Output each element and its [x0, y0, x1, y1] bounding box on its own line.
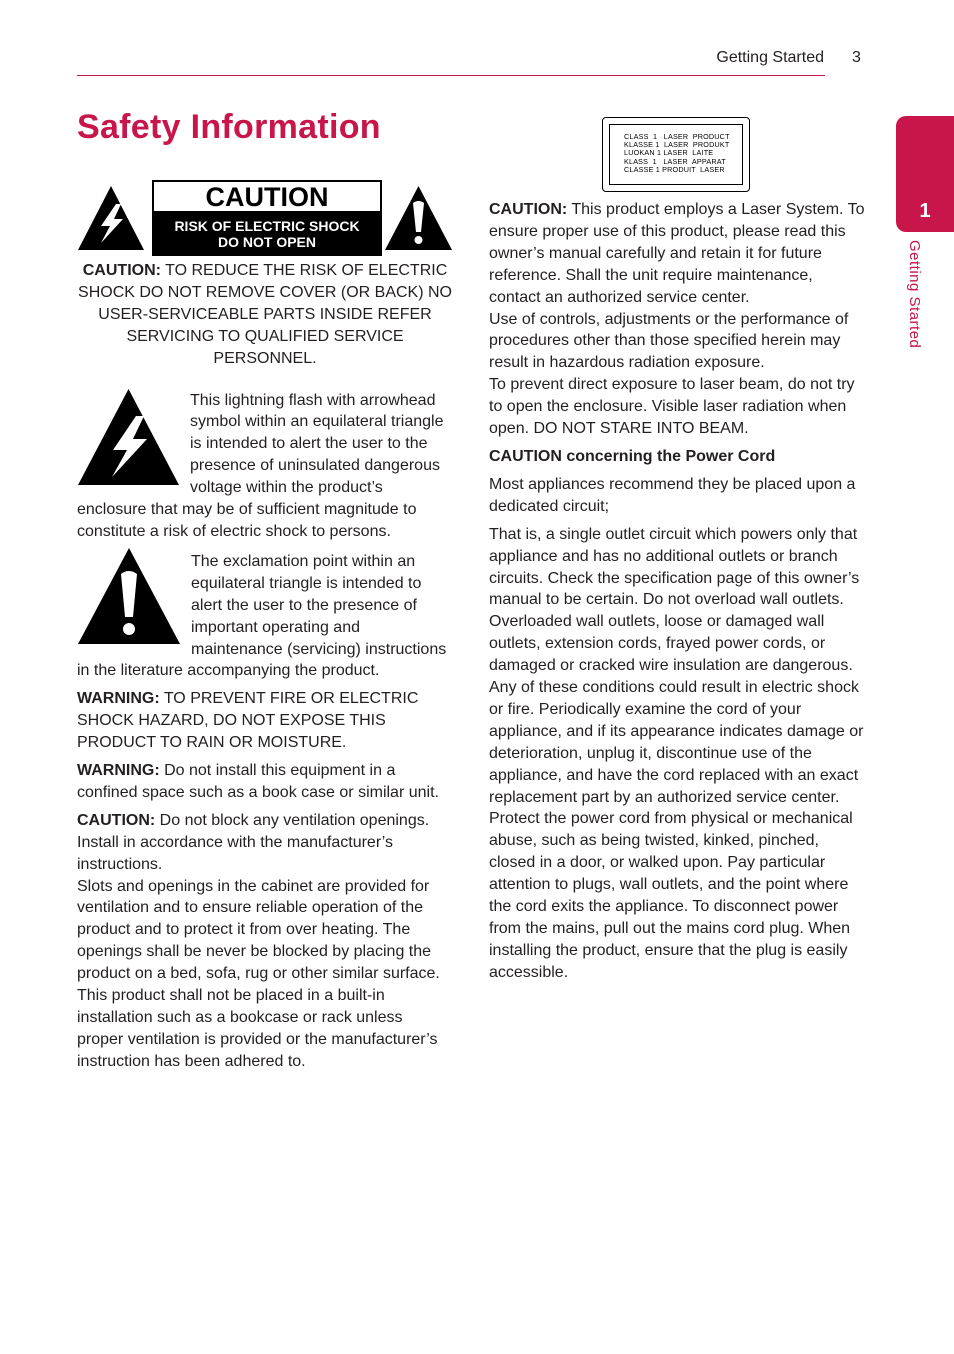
exclamation-triangle-icon [384, 185, 453, 251]
chapter-tab-number: 1 [919, 200, 931, 222]
lightning-triangle-icon [77, 388, 180, 486]
right-column [489, 199, 865, 984]
laser-caution-paragraph: CAUTION: This product employs a Laser System. To ensure proper use of this product, please read this owner’s manual carefully and retain it for future reference. Shall the unit require maintenance, contact an authorized service center. [489, 201, 865, 306]
laser-label-line: CLASS 1 LASER PRODUCT [624, 132, 730, 141]
laser-label-line: KLASSE 1 LASER PRODUKT [624, 140, 730, 150]
laser-product-label [602, 117, 750, 192]
caution-label-box [152, 180, 382, 256]
caution-paragraph: CAUTION: TO REDUCE THE RISK OF ELECTRIC SHOCK DO NOT REMOVE COVER (OR BACK) NO USER-SERVICEABLE PARTS INSIDE REFER SERVICING TO QUALIFIED SERVICE PERSONNEL. [78, 262, 452, 367]
chapter-tab-label: Getting Started [906, 240, 923, 349]
controls-paragraph: Use of controls, adjustments or the performance of procedures other than those specified herein may result in hazardous radiation exposure. [489, 310, 849, 372]
running-header-section: Getting Started [716, 49, 824, 66]
laser-label-line: KLASS 1 LASER APPARAT [624, 156, 726, 166]
warning-confined-paragraph: WARNING: Do not install this equipment in a confined space such as a book case or similar unit. [77, 762, 439, 801]
caution-ventilation-paragraph: CAUTION: Do not block any ventilation openings. Install in accordance with the manufacturer’s instructions. [77, 811, 430, 873]
laser-label-line: CLASSE 1 PRODUIT LASER [624, 164, 725, 174]
caution-heading: CAUTION [154, 182, 380, 211]
outlet-paragraph: That is, a single outlet circuit which powers only that appliance and has no additional outlets or branch circuits. Check the specification page of this owner’s manual to be certain. Do not overload wall outlets. Overloaded wall outlets, loose or damaged wall outlets, extension cords, frayed power cords, or damaged or cracked wire insulation are dangerous. Any of these conditions could result in electric shock or fire. Periodically examine the cord of your appliance, and if its appearance indicates damage or deterioration, unplug it, discontinue use of the appliance, and have the cord replaced with an exact replacement part by an authorized service center. Protect the power cord from physical or mechanical abuse, such as being twisted, kinked, pinched, closed in a door, or walked upon. Pay particular attention to plugs, wall outlets, and the point where the cord exits the appliance. To disconnect power from the mains, pull out the mains cord plug. When installing the product, ensure that the plug is easily accessible. [489, 525, 864, 981]
exclamation-paragraph: The exclamation point within an equilateral triangle is intended to alert the user to the presence of important operating and maintenance (servicing) instructions in the literature accompanying the product. [77, 551, 453, 682]
header-rule [77, 75, 825, 76]
slots-paragraph: Slots and openings in the cabinet are provided for ventilation and to ensure reliable operation of the product and to protect it from over heating. The openings shall be never be blocked by placing the product on a bed, sofa, rug or other similar surface. This product shall not be placed in a built-in installation such as a bookcase or rack unless proper ventilation is provided or the manufacturer’s instruction has been adhered to. [77, 877, 440, 1070]
lightning-paragraph: This lightning flash with arrowhead symbol within an equilateral triangle is intended to alert the user to the presence of uninsulated dangerous voltage within the product’s enclosure that may be of sufficient magnitude to constitute a risk of electric shock to persons. [77, 390, 453, 543]
warning-rain-paragraph: WARNING: TO PREVENT FIRE OR ELECTRIC SHOCK HAZARD, DO NOT EXPOSE THIS PRODUCT TO RAIN OR MOISTURE. [77, 690, 419, 752]
laser-label-line: LUOKAN 1 LASER LAITE [624, 148, 714, 158]
power-cord-heading: CAUTION concerning the Power Cord [489, 447, 776, 465]
exclamation-triangle-icon [77, 547, 181, 645]
lightning-triangle-icon [77, 185, 145, 251]
caution-banner [77, 180, 453, 254]
page-number: 3 [852, 49, 861, 66]
left-column [77, 260, 453, 1073]
caution-label: CAUTION: [82, 262, 161, 279]
chapter-tab [896, 116, 954, 232]
prevent-exposure-paragraph: To prevent direct exposure to laser beam, do not try to open the enclosure. Visible laser radiation when open. DO NOT STARE INTO BEAM. [489, 376, 855, 438]
caution-line-1: RISK OF ELECTRIC SHOCK [174, 218, 360, 234]
appliances-paragraph: Most appliances recommend they be placed upon a dedicated circuit; [489, 475, 856, 515]
caution-line-2: DO NOT OPEN [217, 234, 316, 250]
page-title: Safety Information [77, 108, 381, 146]
